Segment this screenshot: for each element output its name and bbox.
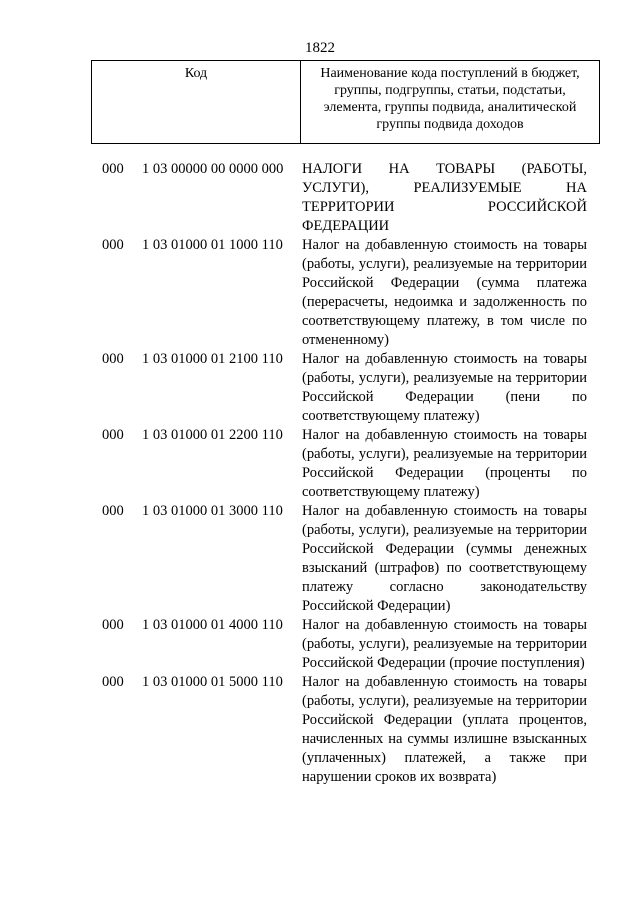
- admin-code: 000: [102, 427, 124, 443]
- income-name: Налог на добавленную стоимость на товары (работы, услуги), реализуемые на территории Российской Федерации (суммы денежных взысканий (штрафов) по соответствующему платежу согласно законодательству Российской Федерации): [302, 503, 587, 614]
- table-row: [0, 502, 640, 616]
- income-code-list: [0, 160, 640, 787]
- income-code: 1 03 01000 01 2200 110: [142, 427, 283, 443]
- income-code: 1 03 01000 01 4000 110: [142, 617, 283, 633]
- income-code: 1 03 01000 01 1000 110: [142, 237, 283, 253]
- header-code-label: Код: [92, 61, 301, 143]
- income-code: 1 03 01000 01 2100 110: [142, 351, 283, 367]
- admin-code: 000: [102, 674, 124, 690]
- income-code: 1 03 00000 00 0000 000: [142, 161, 284, 177]
- table-header: [91, 60, 600, 144]
- admin-code: 000: [102, 351, 124, 367]
- income-name: Налог на добавленную стоимость на товары (работы, услуги), реализуемые на территории Российской Федерации (проценты по соответствующему платежу): [302, 427, 587, 500]
- page-number: 1822: [305, 40, 335, 56]
- table-row: [0, 673, 640, 787]
- income-name: Налог на добавленную стоимость на товары (работы, услуги), реализуемые на территории Российской Федерации (пени по соответствующему платежу): [302, 351, 587, 424]
- table-row: [0, 616, 640, 673]
- income-code: 1 03 01000 01 3000 110: [142, 503, 283, 519]
- admin-code: 000: [102, 617, 124, 633]
- table-row: [0, 350, 640, 426]
- table-row: [0, 426, 640, 502]
- income-name: НАЛОГИ НА ТОВАРЫ (РАБОТЫ, УСЛУГИ), РЕАЛИЗУЕМЫЕ НА ТЕРРИТОРИИ РОССИЙСКОЙ ФЕДЕРАЦИИ: [302, 161, 587, 234]
- admin-code: 000: [102, 161, 124, 177]
- table-row: [0, 236, 640, 350]
- income-name: Налог на добавленную стоимость на товары (работы, услуги), реализуемые на территории Российской Федерации (сумма платежа (перерасчеты, недоимка и задолженность по соответствующему платежу, в том числе по отмененному): [302, 237, 587, 348]
- header-name-label: Наименование кода поступлений в бюджет, группы, подгруппы, статьи, подстатьи, элемента, группы подвида, аналитической группы подвида доходов: [320, 66, 580, 132]
- income-name: Налог на добавленную стоимость на товары (работы, услуги), реализуемые на территории Российской Федерации (уплата процентов, начисленных на суммы излишне взысканных (уплаченных) платежей, а также при нарушении сроков их возврата): [302, 674, 587, 785]
- income-name: Налог на добавленную стоимость на товары (работы, услуги), реализуемые на территории Российской Федерации (прочие поступления): [302, 617, 587, 671]
- income-code: 1 03 01000 01 5000 110: [142, 674, 283, 690]
- table-row: [0, 160, 640, 236]
- admin-code: 000: [102, 237, 124, 253]
- admin-code: 000: [102, 503, 124, 519]
